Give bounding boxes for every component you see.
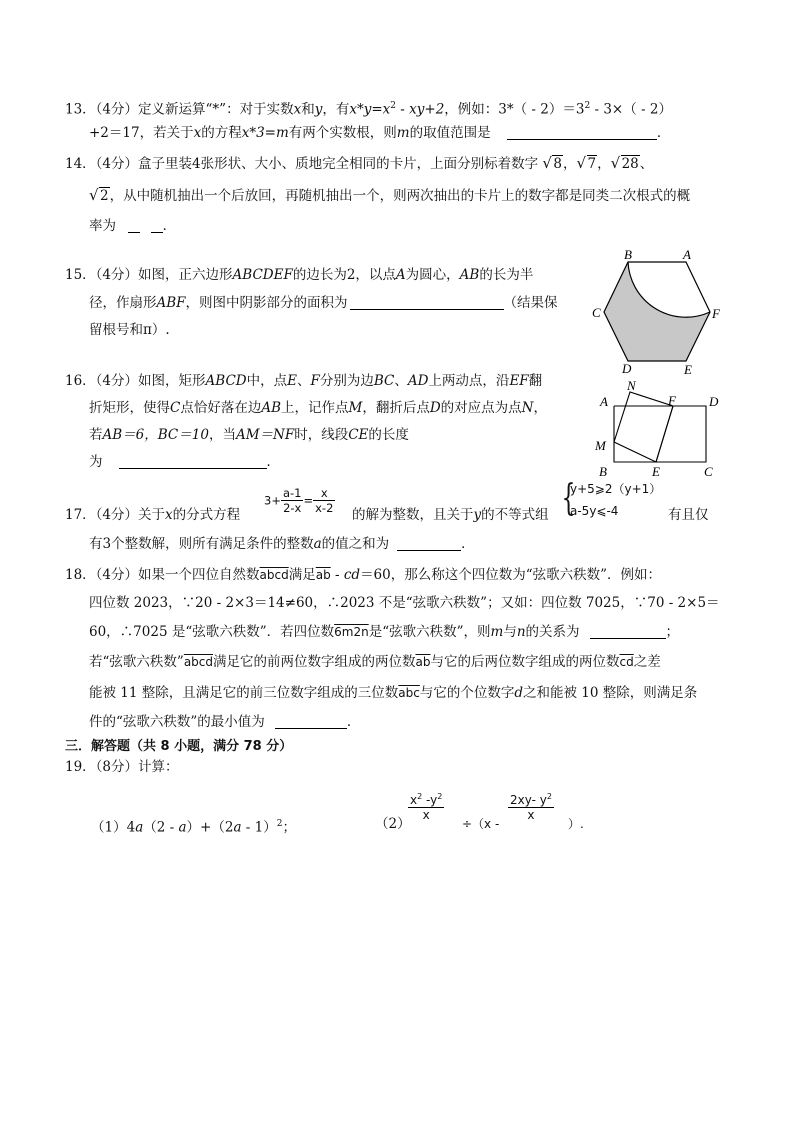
q17-line2: 有3个整数解，则所有满足条件的整数a的值之和为 ． [89, 536, 475, 552]
rect-outline [614, 406, 706, 462]
q14-line3: 率为 ． [89, 218, 177, 234]
q13-line1: 13．（4分）定义新运算“*”：对于实数x和y，有$x*y=x^2 - xy+2$，例如：$3*( - 2)=3^2 - 3\times( - 2)$ [65, 101, 672, 118]
rectangle-fold-figure [590, 378, 730, 480]
label-B: B [599, 464, 607, 479]
q18-line2: 四位数 2023，∵20 - 2×3＝14≠60，∴2023 不是“弦歌六秩数”；又如：四位数 7025，∵70 - 2×5＝ [89, 595, 720, 611]
hexagon-figure [588, 250, 728, 376]
q14-answer-blank-a[interactable] [128, 218, 140, 233]
q14-line2: √ 2，从中随机抽出一个后放回，再随机抽出一个，则两次抽出的卡片上的数字都是同类二次根式的概 [89, 186, 691, 204]
q16-line3: 若AB＝6，BC＝10，当AM＝NF时，线段CE的长度 [89, 427, 409, 443]
q14-line1: 14．（4分）盒子里装4张形状、大小、质地完全相同的卡片，上面分别标着数字 √ 8， √ 7， √ 28、 [65, 154, 654, 172]
q16-line1: 16．（4分）如图，矩形ABCD中，点E、F分别为边BC、AD上两动点，沿EF翻 [65, 373, 543, 389]
label-B: B [624, 250, 632, 262]
q19-close: ）. [568, 817, 584, 831]
q16-answer-blank[interactable] [119, 454, 267, 469]
q18-line1: 18．（4分）如果一个四位自然数abcd满足$\overline{ab} - cd=60$，那么称这个四位数为“弦歌六秩数”．例如： [65, 567, 662, 583]
q14-answer-blank-b[interactable] [151, 218, 163, 233]
q15-answer-blank[interactable] [350, 295, 504, 310]
q19-head: 19．（8分）计算： [65, 759, 179, 775]
q13-answer-blank[interactable] [507, 125, 657, 140]
inequality-2: a-5y⩽-4 [570, 504, 619, 518]
q15-line3: 留根号和π）. [89, 322, 170, 338]
section-3-title: 三．解答题（共 8 小题，满分 78 分） [65, 739, 293, 754]
q18-line6: 件的“弦歌六秩数”的最小值为 ． [89, 714, 361, 730]
q18-line4: 若“弦歌六秩数”abcd满足它的前两位数字组成的两位数$\overline{ab}$与它的后两位数字组成的两位数$\overline{cd}$之差 [89, 654, 661, 670]
q17-answer-blank[interactable] [397, 536, 461, 551]
sqrt-7: √ 7 [576, 154, 597, 172]
q19-part2-expression: $\frac{x^2 -y^2}{x}$ [410, 792, 443, 822]
label-F: F [712, 306, 720, 321]
q15-line1: 15．（4分）如图，正六边形ABCDEF的边长为2，以点A为圆心，AB的长为半 [65, 267, 534, 283]
label-A: A [600, 394, 608, 409]
q19-part2-fraction2: $\frac{2xy- y^2}{x}$ [510, 792, 552, 822]
q19-part2-label: （2） [375, 816, 411, 832]
q19-division: ÷（x - [462, 817, 500, 831]
sqrt-8: √ 8 [542, 154, 562, 172]
shaded-area [604, 262, 710, 361]
label-N: N [627, 378, 636, 393]
label-M: M [595, 438, 606, 453]
inequality-1: y+5⩾2（y+1） [570, 482, 662, 496]
q16-line4: 为 ． [89, 454, 280, 470]
label-E: E [652, 464, 660, 479]
q16-line2: 折矩形，使得C点恰好落在边AB上，记作点M，翻折后点D的对应点为点N， [89, 400, 547, 416]
label-D: D [709, 394, 719, 409]
label-D: D [622, 361, 632, 376]
q17-line1c: 有且仅 [668, 507, 709, 523]
system-brace: { [561, 478, 576, 519]
fold-line-EF [656, 406, 673, 462]
q19-part1: （1）4a（2 - a）+（2a - 1）$^2$； [91, 819, 296, 836]
q18-line5: 能被 11 整除，且满足它的前三位数字组成的三位数$\overline{abc}$与它的个位数字d之和能被 10 整除，则满足条 [89, 685, 698, 701]
label-A: A [683, 250, 691, 262]
sqrt-28: √ 28 [610, 154, 639, 172]
q17-line1b: 的解为整数，且关于y的不等式组 [352, 507, 549, 523]
label-C: C [704, 464, 713, 479]
q18-line3: 60，∴7025 是“弦歌六秩数”．若四位数6m2n是“弦歌六秩数”，则m与n的关系为 ； [89, 624, 680, 640]
q15-line2: 径，作扇形ABF，则图中阴影部分的面积为 （结果保 [89, 295, 558, 311]
label-C: C [592, 305, 601, 320]
q17-fraction-equation: 3+ $\frac{a-1}{2-x}$ = $\frac{x}{x-2}$ [264, 486, 334, 515]
folded-outline [614, 392, 673, 462]
sqrt-2: √ 2 [89, 186, 109, 204]
q17-line1: 17．（4分）关于x的分式方程 [65, 507, 241, 523]
label-F: F [668, 393, 676, 408]
label-E: E [684, 362, 692, 376]
q13-line2: +2＝17，若关于x的方程x*3=m有两个实数根，则m的取值范围是 ． [89, 125, 671, 141]
q18-answer-blank-2[interactable] [275, 714, 347, 729]
q18-answer-blank-1[interactable] [590, 624, 666, 639]
